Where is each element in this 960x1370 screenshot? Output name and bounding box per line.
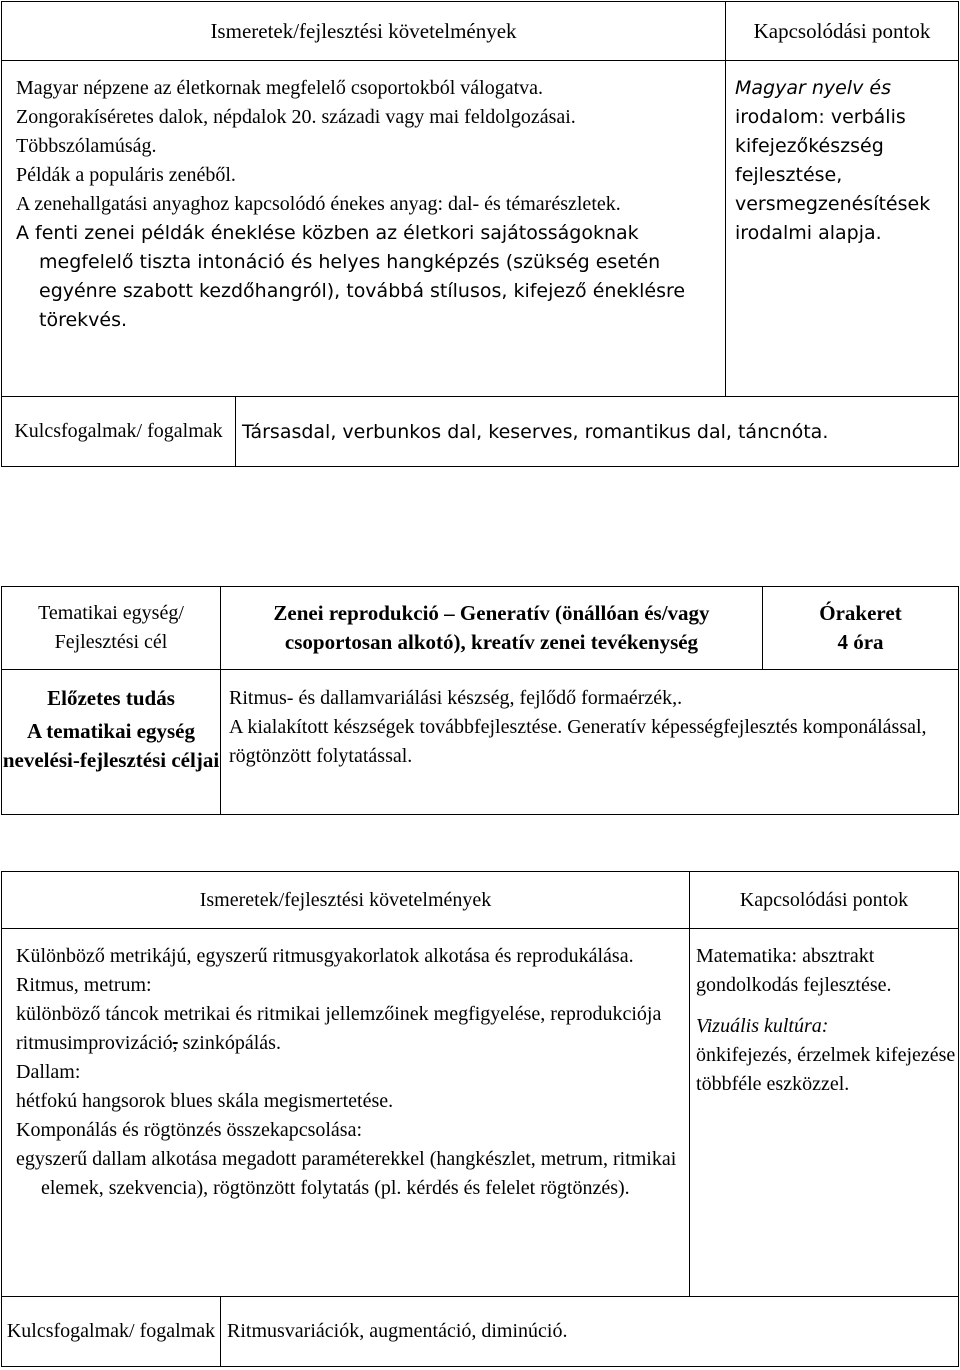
- header-connections: Kapcsolódási pontok: [726, 2, 959, 61]
- content-line: Zongorakíséretes dalok, népdalok 20. századi vagy mai feldolgozásai.: [16, 106, 576, 128]
- connection-text: önkifejezés, érzelmek kifejezése többféle eszközzel.: [696, 1044, 956, 1095]
- content-line: Példák a populáris zenéből.: [16, 164, 236, 186]
- connection-subject: Vizuális kultúra:: [696, 1015, 829, 1037]
- hours-value: 4 óra: [837, 630, 884, 654]
- content-line: különböző táncok metrikai és ritmikai jellemzőinek megfigyelése, reprodukciója: [16, 1003, 662, 1025]
- prior-and-goals-labels: [2, 670, 221, 815]
- hours-label: Órakeret: [819, 601, 902, 625]
- hours-cell: [763, 587, 959, 670]
- header-requirements: Ismeretek/fejlesztési követelmények: [2, 872, 690, 929]
- unit-title: Zenei reprodukció – Generatív (önállóan és/vagy csoportosan alkotó), kreatív zenei tevékenység: [221, 587, 763, 670]
- key-concepts-label: Kulcsfogalmak/ fogalmak: [2, 1297, 221, 1367]
- requirements-table-1: [1, 1, 959, 467]
- goals-label: A tematikai egység nevelési-fejlesztési céljai: [2, 719, 220, 772]
- key-concepts-value: Társasdal, verbunkos dal, keserves, romantikus dal, táncnóta.: [236, 397, 959, 467]
- requirements-table-2: [1, 871, 959, 1367]
- header-connections: Kapcsolódási pontok: [690, 872, 959, 929]
- prior-knowledge-label: Előzetes tudás: [47, 686, 175, 710]
- connection-subject: Magyar nyelv és: [735, 77, 891, 99]
- content-line: Magyar népzene az életkornak megfelelő csoportokból válogatva.: [16, 77, 544, 99]
- key-concepts-value: Ritmusvariációk, augmentáció, diminúció.: [221, 1297, 959, 1367]
- key-concepts-label: Kulcsfogalmak/ fogalmak: [2, 397, 236, 467]
- connection-points: [690, 929, 959, 1297]
- content-line: A zenehallgatási anyaghoz kapcsolódó énekes anyag: dal- és témarészletek.: [16, 193, 621, 215]
- content-line: hétfokú hangsorok blues skála megismertetése.: [16, 1090, 394, 1112]
- connection-text: irodalom: verbális kifejezőkészség fejlesztése, versmegzenésítések irodalmi alapja.: [735, 106, 931, 244]
- prior-knowledge-value: Ritmus- és dallamvariálási készség, fejlődő formaérzék,.: [229, 687, 683, 709]
- goals-value: A kialakított készségek továbbfejlesztése. Generatív képességfejlesztés komponálással, rögtönzött folytatással.: [229, 716, 927, 767]
- connection-points: [726, 61, 959, 397]
- content-line: Komponálás és rögtönzés összekapcsolása:: [16, 1119, 363, 1141]
- content-line: A fenti zenei példák éneklése közben az életkori sajátosságoknak megfelelő tiszta intonáció és helyes hangképzés (szükség esetén egyénre szabott kezdőhangról), továbbá stílusos, kifejező éneklésre törekvés.: [16, 222, 686, 331]
- content-line: Ritmus, metrum:: [16, 974, 152, 996]
- connection-math: Matematika: absztrakt gondolkodás fejlesztése.: [696, 945, 892, 996]
- requirements-content: [2, 61, 726, 397]
- header-requirements: Ismeretek/fejlesztési követelmények: [2, 2, 726, 61]
- content-line: ritmusimprovizáció, szinkópálás.: [16, 1032, 281, 1054]
- content-line: egyszerű dallam alkotása megadott paraméterekkel (hangkészlet, metrum, ritmikai elemek, szekvencia), rögtönzött folytatás (pl. kérdés és felelet rögtönzés).: [16, 1148, 677, 1199]
- content-line: Különböző metrikájú, egyszerű ritmusgyakorlatok alkotása és reprodukálása.: [16, 945, 634, 967]
- thematic-unit-table: [1, 586, 959, 815]
- requirements-content: [2, 929, 690, 1297]
- content-line: Dallam:: [16, 1061, 81, 1083]
- unit-label: Tematikai egység/ Fejlesztési cél: [2, 587, 221, 670]
- prior-and-goals-values: [221, 670, 959, 815]
- content-line: Többszólamúság.: [16, 135, 157, 157]
